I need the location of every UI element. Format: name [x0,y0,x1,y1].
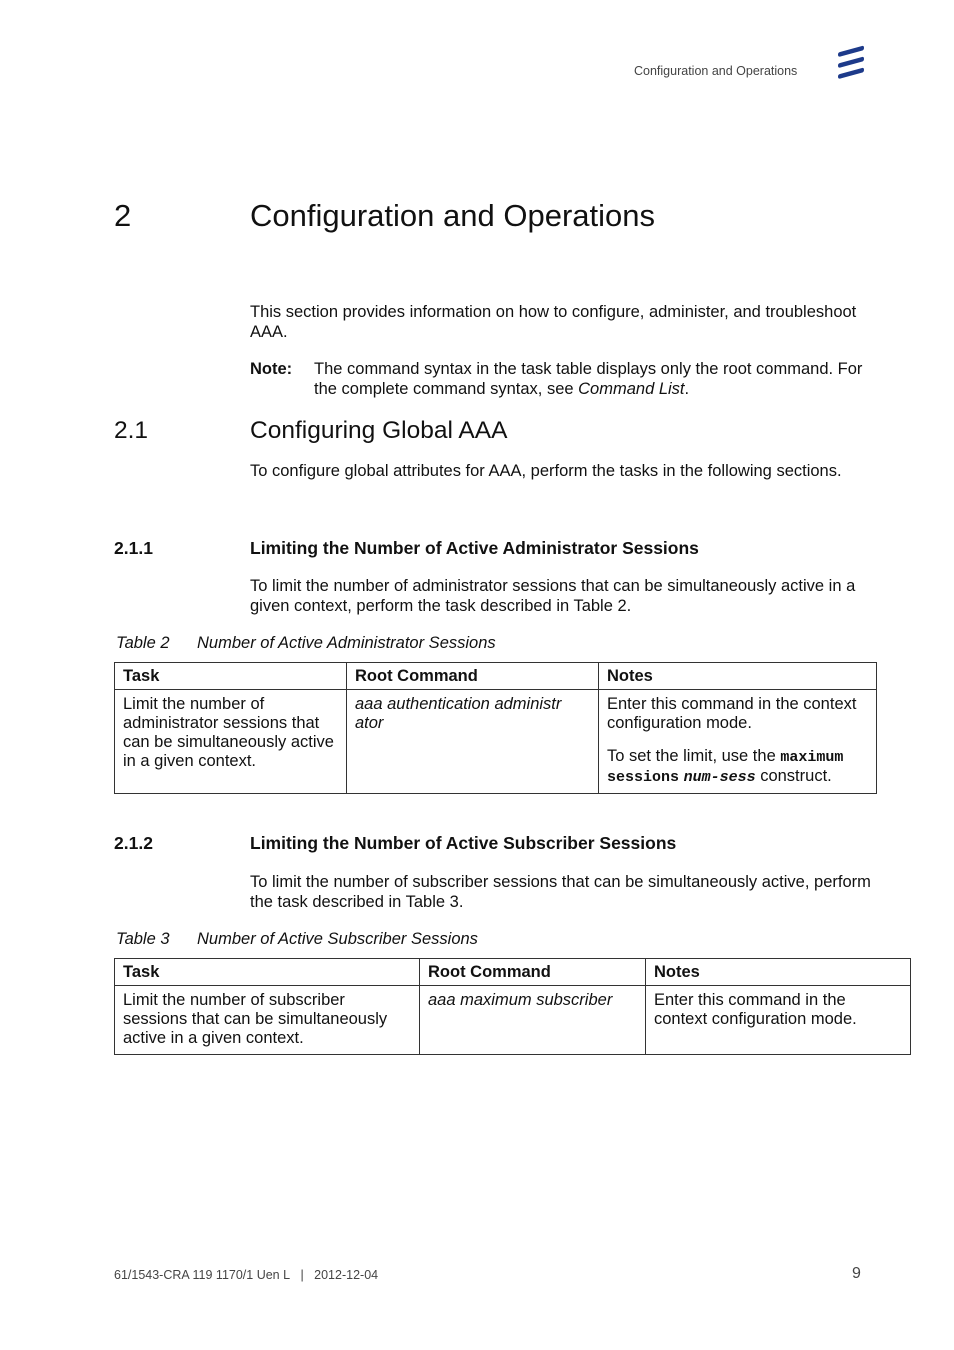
subscriber-sessions-table [114,958,911,1055]
table-caption-title: Number of Active Administrator Sessions [197,634,496,652]
table-caption-title: Number of Active Subscriber Sessions [197,930,478,948]
admin-sessions-table [114,662,877,794]
notes-paragraph: Enter this command in the context configuration mode. [607,695,857,732]
running-header-title: Configuration and Operations [634,64,798,78]
document-id: 61/1543-CRA 119 1170/1 Uen L [114,1268,291,1282]
table-row [115,690,877,794]
ericsson-logo-icon [836,44,866,80]
notes-cell [599,690,877,794]
chapter-intro: This section provides information on how to configure, administer, and troubleshoot AAA. [250,303,857,341]
subsection-intro: To limit the number of administrator sessions that can be simultaneously active in a given context, perform the task described in Table 2. [250,577,856,615]
footer-doc-info [114,1268,378,1282]
task-cell: Limit the number of administrator sessions that can be simultaneously active in a given context. [115,690,347,794]
chapter-number: 2 [114,198,132,233]
keyword: sessions [607,769,680,786]
note-label: Note: [250,360,293,378]
subsection-number: 2.1.1 [114,538,153,558]
subsection-title: Limiting the Number of Active Subscriber Sessions [250,833,677,853]
subsection-intro: To limit the number of subscriber sessions that can be simultaneously active, perform the task described in Table 3. [250,873,871,911]
keyword: maximum [780,749,844,766]
column-header: Root Command [420,959,646,986]
subsection-number: 2.1.2 [114,833,153,853]
section-intro: To configure global attributes for AAA, perform the tasks in the following sections. [250,462,842,480]
footer-separator: | [300,1268,304,1282]
table-row [115,986,911,1055]
section-title: Configuring Global AAA [250,417,508,444]
column-header: Notes [599,663,877,690]
chapter-title: Configuration and Operations [250,198,655,233]
notes-cell: Enter this command in the context configuration mode. [646,986,911,1055]
note-text: The command syntax in the task table displays only the root command. For the complete command syntax, see Command List. [314,360,863,398]
column-header: Root Command [347,663,599,690]
argument: num-sess [683,769,756,786]
column-header: Notes [646,959,911,986]
page-number: 9 [852,1265,861,1282]
document-date: 2012-12-04 [314,1268,379,1282]
command-list-link[interactable]: Command List [578,379,685,398]
task-cell: Limit the number of subscriber sessions that can be simultaneously active in a given context. [115,986,420,1055]
root-command-cell: aaa maximum subscriber [420,986,646,1055]
table-caption-label: Table 3 [116,930,170,948]
column-header: Task [115,663,347,690]
subsection-title: Limiting the Number of Active Administrator Sessions [250,538,699,558]
table-header-row [115,959,911,986]
table-header-row [115,663,877,690]
column-header: Task [115,959,420,986]
table-caption-label: Table 2 [116,634,170,652]
root-command-cell: aaa authentication administr ator [347,690,599,794]
section-number: 2.1 [114,417,149,444]
notes-paragraph: To set the limit, use the maximum sessions num-sess construct. [607,747,844,786]
